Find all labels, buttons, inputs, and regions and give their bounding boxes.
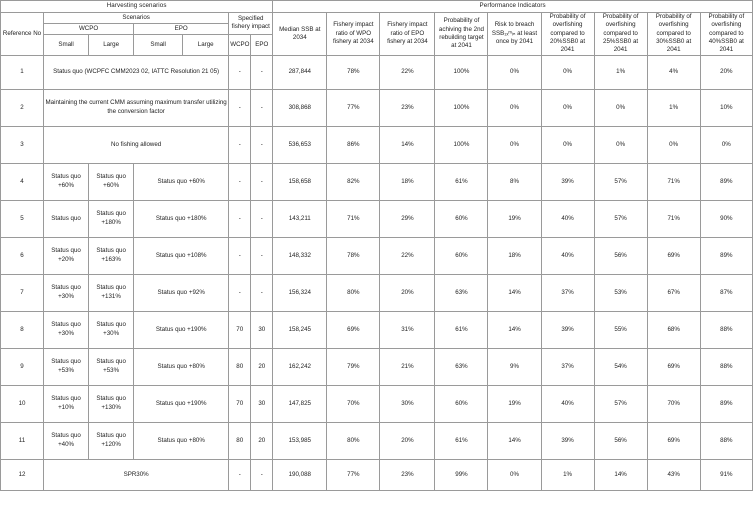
- indicator-cell-7: 1%: [594, 55, 647, 89]
- indicator-cell-6: 0%: [541, 126, 594, 163]
- indicator-cell-3: 14%: [380, 126, 435, 163]
- indicator-cell-1: 158,658: [273, 163, 327, 200]
- indicator-cell-2: 82%: [327, 163, 380, 200]
- indicator-cell-8: 71%: [647, 163, 700, 200]
- indicator-cell-8: 1%: [647, 89, 700, 126]
- reference-no-cell: 3: [1, 126, 44, 163]
- table-body: [1, 1, 753, 491]
- indicator-cell-4: 60%: [435, 237, 488, 274]
- indicator-cell-6: 40%: [541, 200, 594, 237]
- indicator-cell-4: 63%: [435, 274, 488, 311]
- epo-large-header: Large: [183, 34, 229, 55]
- table-row: [1, 274, 753, 311]
- epo-cell: Status quo +80%: [134, 422, 229, 459]
- spec-epo-cell: -: [251, 89, 273, 126]
- indicator-cell-4: 100%: [435, 89, 488, 126]
- indicator-cell-6: 39%: [541, 311, 594, 348]
- indicator-cell-5: 19%: [488, 200, 541, 237]
- indicator-cell-6: 40%: [541, 385, 594, 422]
- table-row: [1, 385, 753, 422]
- indicator-cell-1: 190,088: [273, 459, 327, 490]
- wcpo-small-header: Small: [44, 34, 89, 55]
- wcpo-large-cell: Status quo +60%: [89, 163, 134, 200]
- table-row: [1, 55, 753, 89]
- indicator-cell-1: 156,324: [273, 274, 327, 311]
- table-row: [1, 89, 753, 126]
- indicator-cell-2: 78%: [327, 237, 380, 274]
- indicator-cell-5: 18%: [488, 237, 541, 274]
- indicator-cell-3: 30%: [380, 385, 435, 422]
- epo-cell: Status quo +60%: [134, 163, 229, 200]
- indicator-header-5: Risk to breach SSB₁ₓᵐᵢₙ at least once by 2041: [488, 13, 541, 56]
- indicator-cell-7: 56%: [594, 237, 647, 274]
- indicator-cell-3: 31%: [380, 311, 435, 348]
- indicator-cell-3: 23%: [380, 89, 435, 126]
- indicator-cell-8: 67%: [647, 274, 700, 311]
- indicator-cell-1: 287,844: [273, 55, 327, 89]
- indicator-cell-9: 0%: [700, 126, 752, 163]
- indicator-cell-2: 78%: [327, 55, 380, 89]
- wcpo-large-cell: Status quo +53%: [89, 348, 134, 385]
- spec-epo-cell: -: [251, 163, 273, 200]
- indicator-cell-5: 0%: [488, 55, 541, 89]
- table-row: [1, 311, 753, 348]
- indicator-header-2: Fishery impact ratio of WPO fishery at 2034: [327, 13, 380, 56]
- indicator-cell-8: 69%: [647, 422, 700, 459]
- wcpo-large-cell: Status quo +120%: [89, 422, 134, 459]
- epo-cell: Status quo +180%: [134, 200, 229, 237]
- epo-cell: Status quo +190%: [134, 311, 229, 348]
- indicator-cell-8: 71%: [647, 200, 700, 237]
- spec-wcpo-cell: -: [229, 163, 251, 200]
- epo-cell: Status quo +92%: [134, 274, 229, 311]
- spec-wcpo-cell: -: [229, 126, 251, 163]
- wcpo-small-cell: Status quo +30%: [44, 311, 89, 348]
- indicator-cell-8: 69%: [647, 237, 700, 274]
- indicator-cell-7: 14%: [594, 459, 647, 490]
- spec-wcpo-cell: 80: [229, 422, 251, 459]
- harvesting-scenarios-header: Harvesting scenarios: [1, 1, 273, 13]
- reference-no-cell: 5: [1, 200, 44, 237]
- scenario-cell: SPR30%: [44, 459, 229, 490]
- indicator-cell-9: 88%: [700, 422, 752, 459]
- indicator-cell-3: 22%: [380, 237, 435, 274]
- indicator-cell-6: 1%: [541, 459, 594, 490]
- indicator-cell-3: 21%: [380, 348, 435, 385]
- indicator-cell-9: 90%: [700, 200, 752, 237]
- indicator-header-7: Probability of overfishing compared to 25%SSB0 at 2041: [594, 13, 647, 56]
- spec-wcpo-cell: -: [229, 89, 251, 126]
- table-row: [1, 163, 753, 200]
- reference-no-cell: 7: [1, 274, 44, 311]
- indicator-cell-4: 100%: [435, 55, 488, 89]
- indicator-header-8: Probability of overfishing compared to 30%SSB0 at 2041: [647, 13, 700, 56]
- indicator-cell-1: 143,211: [273, 200, 327, 237]
- indicator-cell-2: 80%: [327, 422, 380, 459]
- table-row: [1, 422, 753, 459]
- performance-indicators-header: Performance Indicators: [273, 1, 753, 13]
- wcpo-small-cell: Status quo +53%: [44, 348, 89, 385]
- indicator-cell-1: 148,332: [273, 237, 327, 274]
- reference-no-cell: 2: [1, 89, 44, 126]
- indicator-cell-3: 20%: [380, 422, 435, 459]
- indicator-cell-6: 0%: [541, 89, 594, 126]
- spec-wcpo-cell: -: [229, 200, 251, 237]
- spec-wcpo-cell: 80: [229, 348, 251, 385]
- indicator-header-9: Probability of overfishing compared to 40%SSB0 at 2041: [700, 13, 752, 56]
- indicator-cell-1: 162,242: [273, 348, 327, 385]
- indicator-cell-5: 14%: [488, 422, 541, 459]
- wcpo-small-cell: Status quo +60%: [44, 163, 89, 200]
- reference-no-header: Reference No: [1, 13, 44, 56]
- spec-epo-cell: 20: [251, 348, 273, 385]
- indicator-cell-4: 100%: [435, 126, 488, 163]
- reference-no-cell: 4: [1, 163, 44, 200]
- indicator-cell-1: 153,985: [273, 422, 327, 459]
- wcpo-large-cell: Status quo +180%: [89, 200, 134, 237]
- wcpo-small-cell: Status quo +40%: [44, 422, 89, 459]
- indicator-cell-2: 80%: [327, 274, 380, 311]
- indicator-cell-6: 39%: [541, 422, 594, 459]
- epo-cell: Status quo +80%: [134, 348, 229, 385]
- indicator-cell-7: 55%: [594, 311, 647, 348]
- indicator-cell-9: 10%: [700, 89, 752, 126]
- reference-no-cell: 12: [1, 459, 44, 490]
- indicator-cell-7: 57%: [594, 385, 647, 422]
- indicator-cell-8: 43%: [647, 459, 700, 490]
- indicator-cell-1: 308,868: [273, 89, 327, 126]
- indicator-cell-1: 147,825: [273, 385, 327, 422]
- epo-cell: Status quo +108%: [134, 237, 229, 274]
- indicator-header-3: Fishery impact ratio of EPO fishery at 2034: [380, 13, 435, 56]
- indicator-cell-6: 0%: [541, 55, 594, 89]
- wcpo-large-cell: Status quo +30%: [89, 311, 134, 348]
- indicator-header-1: Median SSB at 2034: [273, 13, 327, 56]
- reference-no-cell: 11: [1, 422, 44, 459]
- wcpo-header: WCPO: [44, 24, 134, 34]
- spec-wcpo-cell: 70: [229, 385, 251, 422]
- indicator-cell-2: 70%: [327, 385, 380, 422]
- indicator-cell-7: 56%: [594, 422, 647, 459]
- table-row: [1, 237, 753, 274]
- spec-epo-cell: -: [251, 126, 273, 163]
- indicator-cell-9: 89%: [700, 237, 752, 274]
- header-row-1: [1, 1, 753, 13]
- indicator-cell-7: 0%: [594, 126, 647, 163]
- indicator-cell-5: 9%: [488, 348, 541, 385]
- indicator-cell-9: 91%: [700, 459, 752, 490]
- indicator-cell-5: 14%: [488, 274, 541, 311]
- epo-small-header: Small: [134, 34, 183, 55]
- table-row: [1, 200, 753, 237]
- wcpo-small-cell: Status quo +30%: [44, 274, 89, 311]
- reference-no-cell: 9: [1, 348, 44, 385]
- spec-epo-cell: 20: [251, 422, 273, 459]
- wcpo-large-header: Large: [89, 34, 134, 55]
- epo-header: EPO: [134, 24, 229, 34]
- spec-epo-cell: -: [251, 200, 273, 237]
- indicator-cell-2: 86%: [327, 126, 380, 163]
- indicator-cell-8: 4%: [647, 55, 700, 89]
- spec-epo-header: EPO: [251, 34, 273, 55]
- indicator-cell-5: 0%: [488, 126, 541, 163]
- header-row-2: [1, 13, 753, 24]
- spec-epo-cell: 30: [251, 311, 273, 348]
- wcpo-large-cell: Status quo +163%: [89, 237, 134, 274]
- indicator-cell-6: 37%: [541, 274, 594, 311]
- indicator-cell-4: 61%: [435, 311, 488, 348]
- spec-wcpo-cell: -: [229, 274, 251, 311]
- wcpo-small-cell: Status quo: [44, 200, 89, 237]
- indicator-cell-4: 60%: [435, 200, 488, 237]
- spec-wcpo-header: WCPO: [229, 34, 251, 55]
- indicator-cell-4: 99%: [435, 459, 488, 490]
- spec-epo-cell: -: [251, 237, 273, 274]
- indicator-cell-9: 88%: [700, 348, 752, 385]
- wcpo-large-cell: Status quo +131%: [89, 274, 134, 311]
- indicator-cell-5: 19%: [488, 385, 541, 422]
- spec-wcpo-cell: 70: [229, 311, 251, 348]
- table-row: [1, 348, 753, 385]
- table-row: [1, 459, 753, 490]
- spec-epo-cell: -: [251, 55, 273, 89]
- indicator-header-6: Probability of overfishing compared to 20%SSB0 at 2041: [541, 13, 594, 56]
- indicator-cell-9: 89%: [700, 163, 752, 200]
- indicator-cell-8: 70%: [647, 385, 700, 422]
- scenario-cell: Maintaining the current CMM assuming maximum transfer utilizing the conversion factor: [44, 89, 229, 126]
- indicator-cell-7: 54%: [594, 348, 647, 385]
- indicator-cell-2: 71%: [327, 200, 380, 237]
- spec-wcpo-cell: -: [229, 237, 251, 274]
- indicator-cell-4: 61%: [435, 163, 488, 200]
- reference-no-cell: 8: [1, 311, 44, 348]
- indicator-cell-2: 77%: [327, 89, 380, 126]
- indicator-cell-5: 14%: [488, 311, 541, 348]
- wcpo-small-cell: Status quo +10%: [44, 385, 89, 422]
- indicator-cell-4: 63%: [435, 348, 488, 385]
- spec-wcpo-cell: -: [229, 459, 251, 490]
- indicator-cell-9: 87%: [700, 274, 752, 311]
- wcpo-small-cell: Status quo +20%: [44, 237, 89, 274]
- spec-epo-cell: -: [251, 459, 273, 490]
- scenario-cell: Status quo (WCPFC CMM2023 02, IATTC Resolution 21 05): [44, 55, 229, 89]
- indicator-cell-2: 79%: [327, 348, 380, 385]
- indicator-cell-3: 29%: [380, 200, 435, 237]
- wcpo-large-cell: Status quo +130%: [89, 385, 134, 422]
- table-row: [1, 126, 753, 163]
- indicator-cell-6: 39%: [541, 163, 594, 200]
- spec-epo-cell: 30: [251, 385, 273, 422]
- indicator-cell-8: 69%: [647, 348, 700, 385]
- specified-fishery-impact-header: Specified fishery impact: [229, 13, 273, 35]
- indicator-header-4: Probability of achiving the 2nd rebuilding target at 2041: [435, 13, 488, 56]
- indicator-cell-3: 20%: [380, 274, 435, 311]
- spec-wcpo-cell: -: [229, 55, 251, 89]
- indicator-cell-6: 40%: [541, 237, 594, 274]
- reference-no-cell: 10: [1, 385, 44, 422]
- indicator-cell-1: 158,245: [273, 311, 327, 348]
- indicator-cell-7: 53%: [594, 274, 647, 311]
- indicator-cell-7: 0%: [594, 89, 647, 126]
- indicator-cell-4: 61%: [435, 422, 488, 459]
- scenario-cell: No fishing allowed: [44, 126, 229, 163]
- indicator-cell-7: 57%: [594, 163, 647, 200]
- reference-no-cell: 1: [1, 55, 44, 89]
- spec-epo-cell: -: [251, 274, 273, 311]
- indicator-cell-8: 0%: [647, 126, 700, 163]
- indicator-cell-9: 20%: [700, 55, 752, 89]
- scenarios-header: Scenarios: [44, 13, 229, 24]
- indicator-cell-3: 22%: [380, 55, 435, 89]
- indicator-cell-7: 57%: [594, 200, 647, 237]
- epo-cell: Status quo +190%: [134, 385, 229, 422]
- indicator-cell-3: 18%: [380, 163, 435, 200]
- indicator-cell-9: 88%: [700, 311, 752, 348]
- indicator-cell-3: 23%: [380, 459, 435, 490]
- reference-no-cell: 6: [1, 237, 44, 274]
- indicator-cell-5: 0%: [488, 89, 541, 126]
- indicator-cell-9: 89%: [700, 385, 752, 422]
- indicator-cell-1: 536,653: [273, 126, 327, 163]
- indicator-cell-8: 68%: [647, 311, 700, 348]
- indicator-cell-5: 8%: [488, 163, 541, 200]
- indicator-cell-6: 37%: [541, 348, 594, 385]
- indicator-cell-4: 60%: [435, 385, 488, 422]
- indicator-cell-2: 69%: [327, 311, 380, 348]
- indicator-cell-5: 0%: [488, 459, 541, 490]
- indicator-cell-2: 77%: [327, 459, 380, 490]
